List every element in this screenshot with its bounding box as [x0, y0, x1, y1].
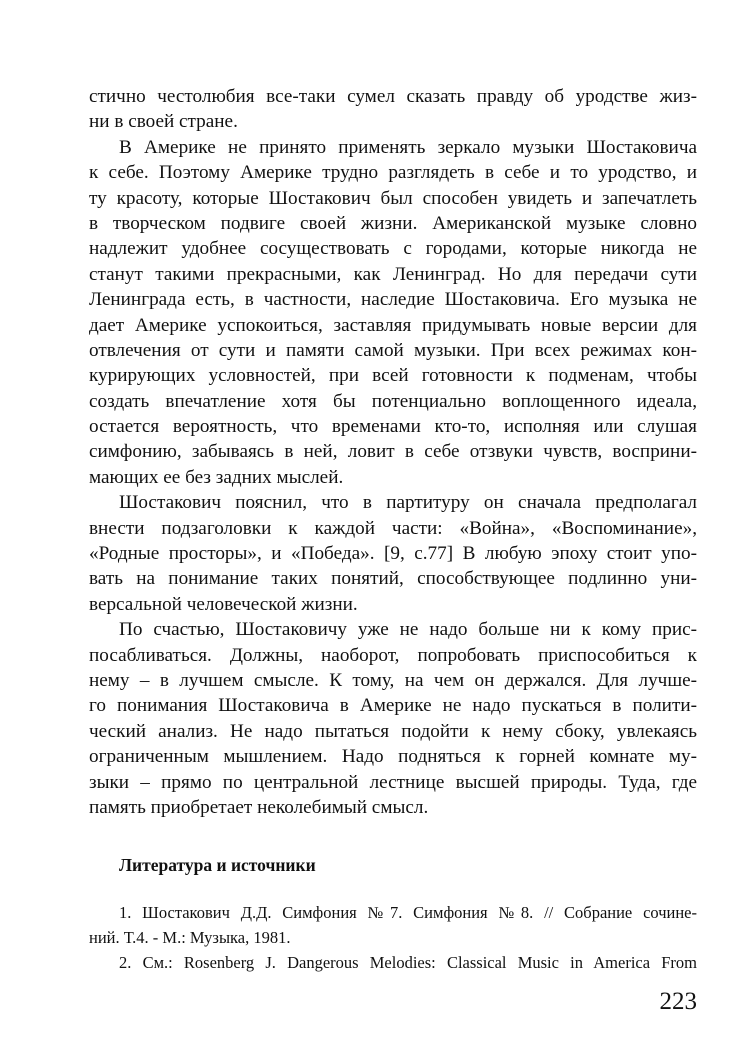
- text-line: ограниченным мышлением. Надо подняться к горней комнате му-: [89, 746, 697, 768]
- text-line: зыки – прямо по центральной лестнице высшей природы. Туда, где: [89, 771, 697, 793]
- paragraph: [89, 490, 697, 617]
- text-line: версальной человеческой жизни.: [89, 593, 358, 615]
- paragraph: [89, 617, 697, 820]
- reference-item: [89, 950, 697, 975]
- page-number: 223: [659, 988, 697, 1015]
- text-line: Ленинграда есть, в частности, наследие Шостаковича. Его музыка не: [89, 289, 697, 311]
- text-line: в творческом подвиге своей жизни. Американской музыке словно: [89, 212, 697, 234]
- text-line: посабливаться. Должны, наоборот, попробовать приспособиться к: [89, 644, 697, 666]
- references-list: [89, 900, 697, 975]
- reference-item: [89, 900, 697, 950]
- text-line: остается вероятность, что временами кто-то, исполняя или слушая: [89, 416, 697, 438]
- text-line: станут такими прекрасными, как Ленинград. Но для передачи сути: [89, 263, 697, 285]
- text-line: Шостакович пояснил, что в партитуру он сначала предполагал: [119, 492, 697, 514]
- text-line: внести подзаголовки к каждой части: «Война», «Воспоминание»,: [89, 517, 697, 539]
- text-line: «Родные просторы», и «Победа». [9, с.77] В любую эпоху стоит упо-: [89, 543, 697, 565]
- text-line: надлежит удобнее сосуществовать с городами, которые никогда не: [89, 238, 697, 260]
- paragraph: [89, 84, 697, 135]
- reference-line: 2. См.: Rosenberg J. Dangerous Melodies: Classical Music in America From: [119, 953, 697, 973]
- text-line: память приобретает неколебимый смысл.: [89, 796, 429, 818]
- text-line: создать впечатление хотя бы потенциально воплощенного идеала,: [89, 390, 697, 412]
- text-line: курирующих условностей, при всей готовности к подменам, чтобы: [89, 365, 697, 387]
- paragraph: [89, 135, 697, 490]
- text-line: ту красоту, которые Шостакович был способен увидеть и запечатлеть: [89, 187, 697, 209]
- text-line: к себе. Поэтому Америке трудно разглядеть в себе и то уродство, и: [89, 162, 697, 184]
- text-line: дает Америке успокоиться, заставляя придумывать новые версии для: [89, 314, 697, 336]
- text-line: мающих ее без задних мыслей.: [89, 466, 344, 488]
- text-line: ческий анализ. Не надо пытаться подойти к нему сбоку, увлекаясь: [89, 720, 697, 742]
- text-line: отвлечения от сути и памяти самой музыки. При всех режимах кон-: [89, 339, 697, 361]
- text-line: нему – в лучшем смысле. К тому, на чем он держался. Для лучше-: [89, 669, 697, 691]
- text-line: вать на понимание таких понятий, способствующее подлинно уни-: [89, 568, 697, 590]
- text-line: стично честолюбия все-таки сумел сказать правду об уродстве жиз-: [89, 86, 697, 107]
- references-heading: Литература и источники: [119, 855, 316, 876]
- reference-line: ний. Т.4. - М.: Музыка, 1981.: [89, 928, 291, 948]
- text-line: В Америке не принято применять зеркало музыки Шостаковича: [119, 136, 697, 158]
- text-line: По счастью, Шостаковичу уже не надо больше ни к кому прис-: [119, 619, 697, 641]
- text-line: симфонию, забываясь в ней, ловит в себе отзвуки чувств, восприни-: [89, 441, 697, 463]
- reference-line: 1. Шостакович Д.Д. Симфония №7. Симфония №8. // Собрание сочине-: [119, 903, 697, 923]
- text-line: ни в своей стране.: [89, 111, 238, 133]
- page-content: [89, 84, 697, 975]
- text-line: го понимания Шостаковича в Америке не надо пускаться в полити-: [89, 695, 697, 717]
